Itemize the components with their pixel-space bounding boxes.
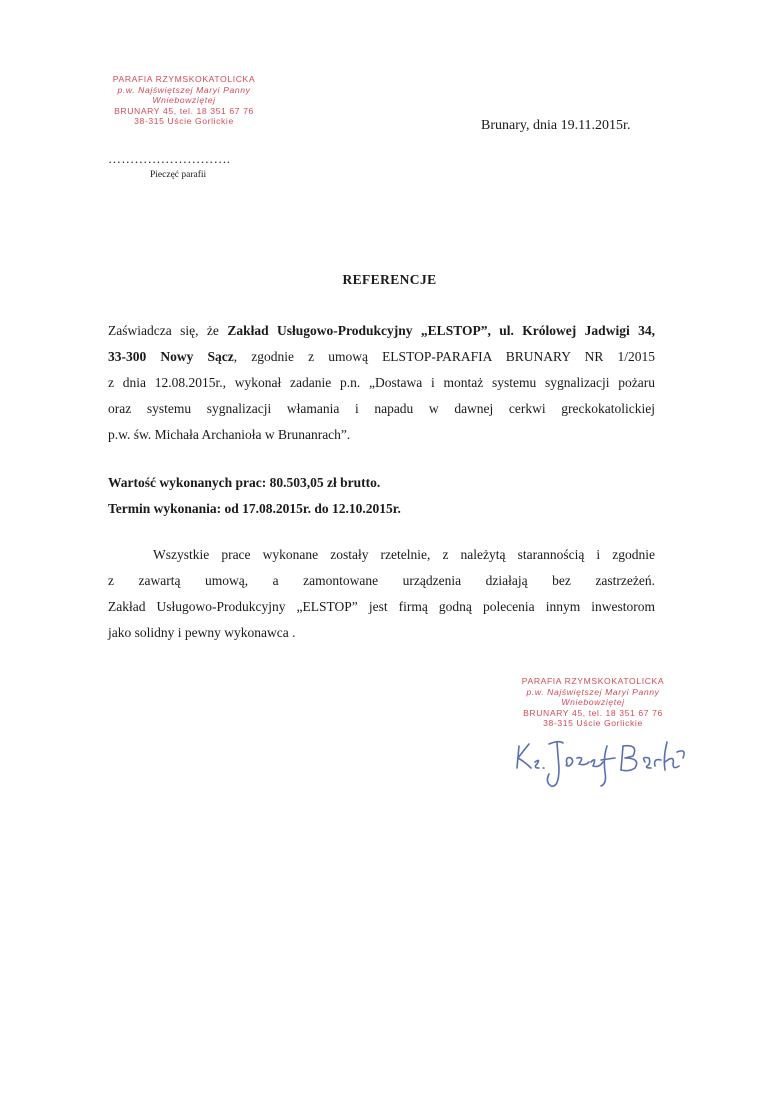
seal-placeholder-dots: ………………………. bbox=[108, 151, 231, 166]
stamp-line: 38-315 Uście Gorlickie bbox=[134, 116, 234, 126]
text-run: , zgodnie z umową ELSTOP-PARAFIA BRUNARY NR 1/2015 bbox=[233, 349, 655, 364]
seal-label: Pieczęć parafii bbox=[150, 170, 207, 180]
paragraph-line: p.w. św. Michała Archanioła w Brunanrach”. bbox=[108, 427, 351, 442]
stamp-line: Wniebowziętej bbox=[152, 95, 216, 105]
stamp-line: Wniebowziętej bbox=[561, 697, 625, 707]
parish-stamp-bottom bbox=[508, 676, 678, 729]
stamp-line: BRUNARY 45, tel. 18 351 67 76 bbox=[114, 105, 254, 116]
handwritten-signature bbox=[505, 728, 705, 796]
company-city: 33-300 Nowy Sącz bbox=[108, 349, 234, 364]
stamp-line: BRUNARY 45, tel. 18 351 67 76 bbox=[523, 707, 663, 718]
reference-paragraph bbox=[108, 318, 655, 448]
paragraph-line bbox=[108, 344, 655, 370]
stamp-line: PARAFIA RZYMSKOKATOLICKA bbox=[521, 676, 665, 686]
paragraph-line: z zawartą umową, a zamontowane urządzenia działają bez zastrzeżeń. bbox=[108, 573, 655, 588]
contract-facts bbox=[108, 470, 401, 522]
work-value: Wartość wykonanych prac: 80.503,05 zł brutto. bbox=[108, 475, 381, 490]
paragraph-line: z dnia 12.08.2015r., wykonał zadanie p.n. „Dostawa i montaż systemu sygnalizacji pożaru bbox=[108, 375, 655, 390]
paragraph-line: Zakład Usługowo-Produkcyjny „ELSTOP” jest firmą godną polecenia innym inwestorom bbox=[108, 599, 655, 614]
stamp-line: 38-315 Uście Gorlickie bbox=[543, 718, 643, 728]
work-term: Termin wykonania: od 17.08.2015r. do 12.10.2015r. bbox=[108, 501, 401, 516]
parish-stamp-top bbox=[99, 74, 269, 127]
stamp-line: PARAFIA RZYMSKOKATOLICKA bbox=[112, 74, 256, 84]
document-title: REFERENCJE bbox=[342, 272, 437, 287]
paragraph-line: jako solidny i pewny wykonawca . bbox=[108, 625, 296, 640]
paragraph-line bbox=[108, 318, 655, 344]
stamp-line: p.w. Najświętszej Maryi Panny bbox=[117, 84, 251, 95]
paragraph-line: Wszystkie prace wykonane zostały rzetelnie, z należytą starannością i zgodnie bbox=[153, 547, 655, 562]
text-run: Zaświadcza się, że bbox=[108, 323, 228, 338]
document-date: Brunary, dnia 19.11.2015r. bbox=[481, 118, 631, 133]
company-name: Zakład Usługowo-Produkcyjny „ELSTOP”, ul. Królowej Jadwigi 34, bbox=[227, 323, 655, 338]
recommendation-paragraph bbox=[108, 542, 655, 646]
paragraph-line: oraz systemu sygnalizacji włamania i napadu w dawnej cerkwi greckokatolickiej bbox=[108, 401, 655, 416]
stamp-line: p.w. Najświętszej Maryi Panny bbox=[526, 686, 660, 697]
